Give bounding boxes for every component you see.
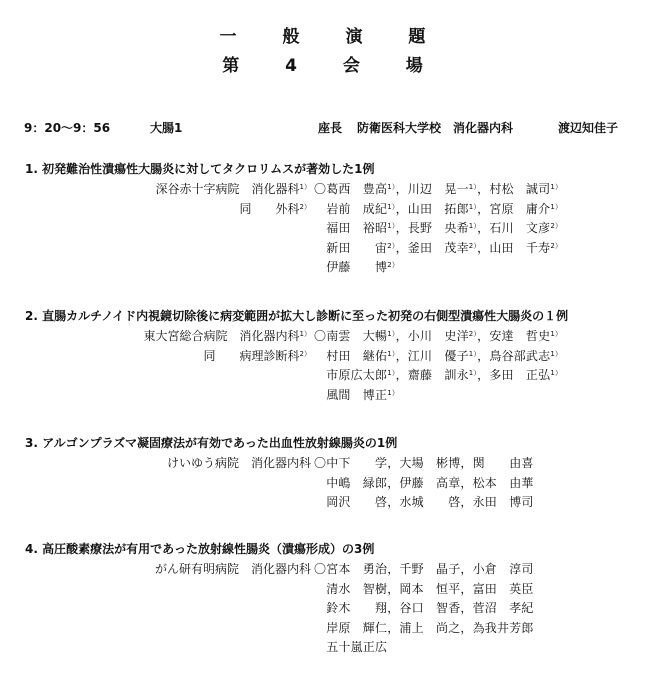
author-name: ，石川 文彦 [477,221,551,235]
author-name: ，小川 史洋 [395,329,469,343]
chair-name: 渡辺知佳子 [558,121,619,135]
author-line [314,200,562,217]
author-line [314,560,534,577]
affiliation-mark: 1） [468,202,478,211]
affiliation-mark: 1） [387,202,396,211]
author-name: 〇南雲 大暢 [314,329,388,343]
affiliation-mark: 1） [387,369,396,377]
author-name: ，鳥谷部武志 [477,348,551,363]
author-name: ，村松 誠司 [477,182,551,196]
affiliation-mark: 2） [468,330,478,338]
affiliation-mark: 1） [550,183,563,191]
author-name: 清水 智樹，岡本 恒平，富田 英臣 [314,581,534,596]
affiliation-text: けいゆう病院 消化器内科 [166,456,311,470]
author-line [314,366,562,383]
session-time: 9：20〜9：56 [24,121,111,135]
affiliation-text: 東大宮総合病院 消化器内科 [143,329,300,343]
author-line [314,638,387,655]
author-name: 岡沢 啓，水城 啓，永田 博司 [314,495,534,509]
author-name: 〇中下 学，大場 彬博，関 由喜 [314,456,534,470]
affiliation-mark: 2） [550,222,563,230]
author-name: 市原広太郎 [314,368,388,382]
author-name: ，山田 拓郎 [395,201,469,216]
author-name: ，長野 央希 [395,221,469,235]
talk-title: 1. 初発難治性潰瘍性大腸炎に対してタクロリムスが著効した1例 [25,162,375,176]
author-line [314,347,562,364]
affiliation-mark: 1） [468,222,478,230]
chair-label: 座長 [318,121,343,135]
affiliation-mark: 2） [299,202,311,211]
author-line [314,493,534,510]
venue-title: 第 4 会 場 [222,56,443,76]
affiliation-mark: 2） [387,261,400,269]
author-name: 鈴木 翔，谷口 智香，菅沼 孝紀 [314,601,534,615]
affiliation-text: 同 外科 [239,201,300,216]
talk-affiliation [144,327,311,344]
affiliation-mark: 2） [468,241,478,250]
author-name: ，釜田 茂幸 [395,240,469,255]
page-title: 一 般 演 題 [219,27,446,47]
affiliation-mark: 1） [387,183,396,191]
author-name: 村田 継佑 [314,348,388,363]
affiliation-mark: 1） [468,183,478,191]
affiliation-mark: 2） [387,241,396,250]
talk-affiliation [155,560,311,577]
author-name: 五十嵐正広 [314,640,388,654]
author-name: 岸原 輝仁，浦上 尚之，為我井芳郎 [314,620,534,635]
affiliation-mark: 1） [387,330,396,338]
affiliation-text: 同 病理診断科 [203,348,300,363]
author-name: 福田 裕昭 [314,221,388,235]
talk-affiliation [156,180,311,197]
author-name: ，多田 正弘 [477,368,551,382]
affiliation-mark: 1） [468,349,478,358]
author-name: ，川辺 晃一 [395,182,469,196]
session-header [24,119,625,135]
talk-title: 4. 高圧酸素療法が有用であった放射線性腸炎（潰瘍形成）の3例 [25,542,375,556]
author-name: 岩前 成紀 [314,201,388,216]
affiliation-mark: 1） [550,330,563,338]
author-line [314,180,562,197]
author-name: 新田 宙 [314,240,388,255]
author-line [314,219,562,236]
affiliation-mark: 1） [468,369,478,377]
affiliation-mark: 1） [387,222,396,230]
talk-affiliation [240,200,311,217]
affiliation-mark: 2） [550,241,563,250]
affiliation-mark: 1） [550,369,563,377]
author-name: ，山田 千寿 [477,240,551,255]
affiliation-mark: 1） [550,349,563,358]
author-line [314,258,399,275]
session-name: 大腸1 [150,121,183,135]
affiliation-mark: 2） [299,349,311,358]
author-name: 中嶋 緑郎，伊藤 高章，松本 由華 [314,475,534,490]
author-name: 〇宮本 勇治，千野 晶子，小倉 淳司 [314,562,534,576]
author-line [314,474,534,491]
author-name: ，安達 哲史 [477,329,551,343]
talk-affiliation [167,454,311,471]
author-name: 風間 博正 [314,387,388,402]
affiliation-text: 深谷赤十字病院 消化器科 [155,182,300,196]
author-line [314,386,399,403]
author-name: 〇葛西 豊高 [314,182,388,196]
author-line [314,327,562,344]
affiliation-mark: 1） [299,183,311,191]
author-name: 伊藤 博 [314,260,388,274]
author-line [314,239,562,256]
talk-title: 2. 直腸カルチノイド内視鏡切除後に病変範囲が拡大し診断に至った初発の右側型潰瘍性大腸炎の１例 [25,309,569,323]
author-name: ，齋藤 訓永 [395,368,469,382]
author-line [314,580,534,597]
talk-affiliation [204,347,311,364]
talk-title: 3. アルゴンプラズマ凝固療法が有効であった出血性放射線腸炎の1例 [25,436,398,450]
author-name: ，宮原 庸介 [477,201,551,216]
affiliation-mark: 1） [387,388,400,397]
affiliation-text: がん研有明病院 消化器内科 [154,562,311,576]
affiliation-mark: 1） [550,202,563,211]
author-line [314,454,534,471]
author-name: ，江川 優子 [395,348,469,363]
author-line [314,599,534,616]
affiliation-mark: 1） [387,349,396,358]
affiliation-mark: 1） [299,330,311,338]
chair-affiliation: 防衛医科大学校 消化器内科 [357,121,514,135]
author-line [314,619,534,636]
